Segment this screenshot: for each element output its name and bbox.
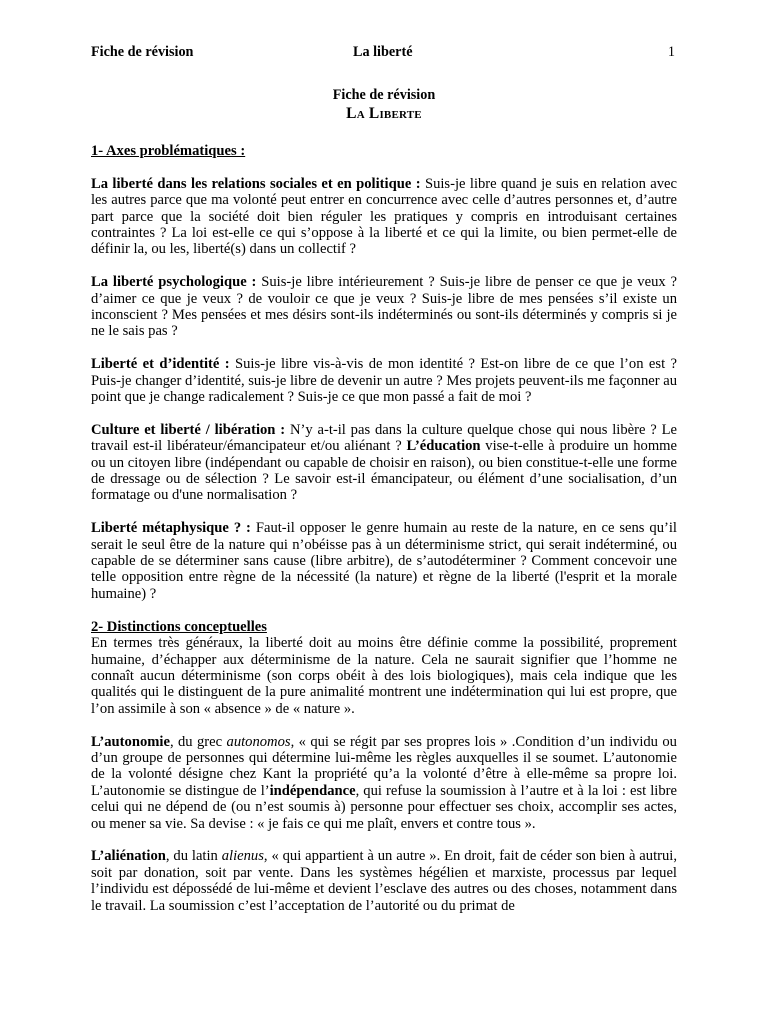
paragraph-text: Faut-il opposer le genre humain au reste de la nature, en ce sens qu’il serait le seul être de la nature qui n’obéisse pas à un déterminisme strict, qui serait indéterminé, ou capable de se déterminer sans cause (libre arbitre), de s’autodéterminer ? Comment concevoir une telle opposition entre règne de la nécessité (la nature) et règne de la liberté (l'esprit et la morale humaine) ? bbox=[91, 520, 677, 602]
paragraph-text: Suis-je libre quand je suis en relation avec les autres parce que ma volonté peut entrer en concurrence avec celle d’autres personnes et, d’autre part parce que la société doit bien réguler les pratiques y compris en introduisant certaines contraintes ? La loi est-elle ce qui s’oppose à la liberté et ce qui la limite, ou bien permet-elle de définir la, ou les, liberté(s) dans un collectif ? bbox=[91, 175, 678, 258]
paragraph-italic-term: autonomos bbox=[226, 733, 291, 750]
paragraph-text: Suis-je libre vis-à-vis de mon identité ? Est-on libre de ce que l’on est ? Puis-je changer d’identité, suis-je libre de devenir un autre ? Mes projets peuvent-ils me façonner au point que je change radicalement ? Suis-je ce que mon passé a fait de moi ? bbox=[91, 356, 677, 406]
title-line-2: La Liberte bbox=[346, 105, 422, 122]
paragraph-text: N’y a-t-il pas dans la culture quelque chose qui nous libère ? Le travail est-il libérateur/émancipateur et/ou aliénant ? bbox=[91, 421, 677, 455]
header-center: La liberté bbox=[353, 44, 413, 60]
paragraph-relations-sociales bbox=[91, 176, 677, 258]
paragraph-text: , « qui appartient à un autre ». En droit, fait de céder son bien à autrui, soit par donation, soit par vente. Dans les systèmes hégélien et marxiste, processus par lequel l’individu est dépossédé de lui-même et devient l’esclave des autres ou des choses, notamment dans le travail. La soumission c’est l’acceptation de l’autorité ou du primat de bbox=[91, 848, 677, 914]
paragraph-lead: Culture et liberté / libération : bbox=[91, 421, 286, 438]
paragraph-culture-liberation bbox=[91, 422, 677, 504]
paragraph-bold-term: indépendance bbox=[269, 782, 356, 799]
document-body bbox=[91, 143, 677, 914]
title-line-1: Fiche de révision bbox=[332, 87, 436, 103]
paragraph-lead: La liberté psychologique : bbox=[91, 274, 257, 291]
paragraph-bold-term: L’éducation bbox=[406, 438, 481, 455]
paragraph-liberte-identite bbox=[91, 356, 677, 405]
paragraph-lead: L’autonomie bbox=[91, 733, 170, 750]
paragraph-text: , du latin bbox=[165, 848, 222, 865]
header-left: Fiche de révision bbox=[91, 44, 194, 60]
paragraph-text: , « qui se régit par ses propres lois » .Condition d’un individu ou d’un groupe de personnes qui détermine lui-même les règles auxquelles il se soumet. L’autonomie de la volonté désigne chez Kant la propriété qu’a la volonté d’être à elle-même sa propre loi. L’autonomie se distingue de l’ bbox=[91, 733, 677, 799]
section-2-title: 2- Distinctions conceptuelles bbox=[91, 618, 267, 635]
paragraph-autonomie bbox=[91, 734, 677, 832]
paragraph-italic-term: alienus bbox=[221, 848, 264, 865]
page-header bbox=[91, 44, 675, 62]
paragraph-liberte-metaphysique bbox=[91, 520, 677, 602]
paragraph-lead: Liberté et d’identité : bbox=[91, 356, 230, 373]
paragraph-text: vise-t-elle à produire un homme ou un citoyen libre (indépendant ou capable de choisir en raison), ou bien constitue-t-elle une forme de dressage ou de sélection ? Le savoir est-il émancipateur, ou élément d’une socialisation, d’un formatage ou d'une normalisation ? bbox=[91, 438, 678, 504]
paragraph-liberte-psychologique bbox=[91, 274, 677, 340]
paragraph-lead: Liberté métaphysique ? : bbox=[91, 520, 251, 537]
document-title bbox=[0, 87, 768, 123]
paragraph-intro-distinctions: En termes très généraux, la liberté doit au moins être définie comme la possibilité, proprement humaine, d’échapper aux déterminisme de la nature. Cela ne saurait signifier que l’homme ne connaît aucun déterminisme (son corps obéit à des lois biologiques), mais cela indique que les qualités qui le distinguent de la pure animalité montrent une indétermination qui lui est propre, que l’on assimile à son « absence » de « nature ». bbox=[91, 635, 677, 717]
paragraph-lead: La liberté dans les relations sociales et en politique : bbox=[91, 175, 421, 192]
section-1-title: 1- Axes problématiques : bbox=[91, 143, 246, 159]
paragraph-text: Suis-je libre intérieurement ? Suis-je libre de penser ce que je veux ? d’aimer ce que je veux ? de vouloir ce que je veux ? Suis-je libre de mes pensées s’il existe un inconscient ? Mes pensées et mes désirs sont-ils indéterminés ou sont-ils déterminés y compris si je ne le sais pas ? bbox=[91, 274, 678, 340]
paragraph-lead: L’aliénation bbox=[91, 848, 166, 865]
paragraph-text: , qui refuse la soumission à l’autre et à la loi : est libre celui qui ne dépend de (ou n’est soumis à) personne pour effectuer ses choix, accomplir ses actes, ou mener sa vie. Sa devise : « je fais ce qui me plaît, envers et contre tous ». bbox=[91, 782, 677, 832]
page-number: 1 bbox=[667, 44, 675, 60]
paragraph-alienation bbox=[91, 848, 677, 914]
paragraph-text: , du grec bbox=[169, 733, 227, 750]
